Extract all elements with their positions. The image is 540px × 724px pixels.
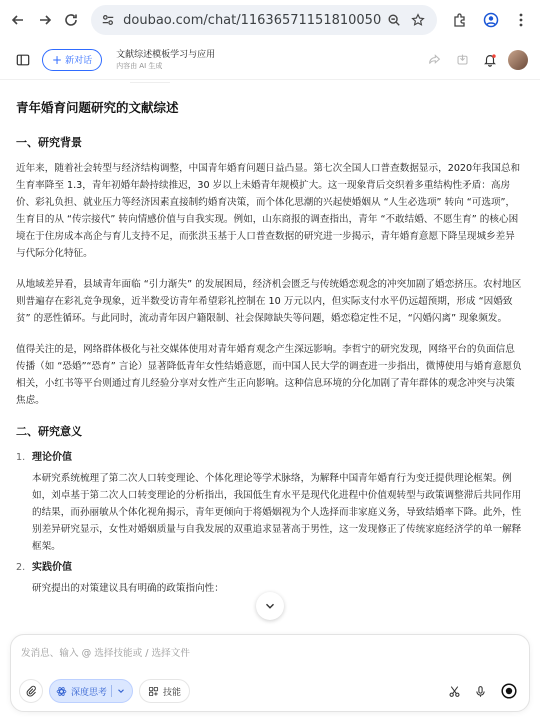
list-number: 1. xyxy=(16,452,26,463)
address-bar[interactable] xyxy=(91,5,437,35)
list-item-header xyxy=(16,559,524,576)
ai-generated-note: 内容由 AI 生成 xyxy=(116,61,163,70)
list-number: 2. xyxy=(16,562,26,573)
puzzle-icon xyxy=(452,12,468,28)
list-item-title: 实践价值 xyxy=(32,562,72,573)
new-chat-button[interactable] xyxy=(42,49,102,71)
extensions-button[interactable] xyxy=(447,6,473,34)
forward-button[interactable] xyxy=(32,7,56,33)
paragraph: 从地域差异看，县域青年面临 “引力渐失” 的发展困局，经济机会匮乏与传统婚恋观念的冲突加剧了婚恋挤压。农村地区则普遍存在彩礼竞争现象，近半数受访青年希望彩礼控制在 10 万元以内，但实际支付水平仍远超预期，形成 “因婚致贫” 的恶性循环。与此同时，流动青年因户籍限制、社会保障缺失等问题，婚恋稳定性不足，“闪婚闪离” 现象频发。 xyxy=(16,279,522,324)
paperclip-icon xyxy=(25,685,37,697)
significance-list xyxy=(16,449,524,597)
skills-button[interactable] xyxy=(139,679,190,703)
divider xyxy=(130,82,170,83)
stop-icon xyxy=(501,683,517,699)
browser-toolbar xyxy=(0,0,540,40)
scissors-button[interactable] xyxy=(443,680,465,702)
voice-input-button[interactable] xyxy=(469,680,491,702)
user-avatar[interactable] xyxy=(508,50,528,70)
document-title: 青年婚育问题研究的文献综述 xyxy=(16,100,179,115)
stop-generation-button[interactable] xyxy=(497,679,521,703)
chat-title[interactable]: 文献综述模板学习与应用 xyxy=(116,49,216,60)
share-button[interactable] xyxy=(422,48,446,72)
chat-header xyxy=(0,40,540,80)
arrow-left-icon xyxy=(10,12,26,28)
site-info-icon[interactable] xyxy=(99,11,117,29)
grid-icon xyxy=(148,686,159,697)
section-heading-background: 一、研究背景 xyxy=(16,136,82,149)
reload-button[interactable] xyxy=(59,7,83,33)
zoom-icon[interactable] xyxy=(383,9,405,31)
list-item-body: 研究提出的对策建议具有明确的政策指向性： xyxy=(32,583,224,594)
deep-think-label: 深度思考 xyxy=(71,687,108,698)
plus-icon: + xyxy=(52,52,63,67)
skills-label: 技能 xyxy=(163,687,182,698)
deep-think-toggle[interactable] xyxy=(49,679,133,703)
arrow-right-icon xyxy=(37,12,53,28)
scissors-icon xyxy=(448,685,461,698)
chat-message-area xyxy=(0,82,540,642)
chevron-down-icon xyxy=(263,599,277,613)
profile-button[interactable] xyxy=(477,6,503,34)
kebab-menu-icon xyxy=(513,12,529,28)
paragraph: 值得关注的是，网络群体极化与社交媒体使用对青年婚育观念产生深远影响。李哲宁的研究发现，网络平台的负面信息传播（如 “恐婚”“恐育” 言论）显著降低青年女性结婚意愿，而中国人民大学的调查进一步指出，微博使用与婚育意愿负相关，小红书等平台则通过育儿经验分享对女性产生正向影响。这种信息环境的分化加剧了青年群体的观念冲突与决策焦虑。 xyxy=(16,344,522,406)
toggle-sidebar-button[interactable] xyxy=(12,49,34,71)
composer-toolbar xyxy=(19,679,521,703)
section-heading-significance: 二、研究意义 xyxy=(16,425,82,438)
download-button[interactable] xyxy=(450,48,474,72)
attach-button[interactable] xyxy=(19,679,43,703)
chevron-down-icon[interactable] xyxy=(116,686,126,696)
list-item-header xyxy=(16,449,524,466)
reload-icon xyxy=(63,12,79,28)
bell-icon xyxy=(483,53,497,67)
notification-button[interactable] xyxy=(478,48,502,72)
bookmark-star-icon[interactable] xyxy=(407,9,429,31)
account-icon xyxy=(483,12,499,28)
browser-menu-button[interactable] xyxy=(508,6,534,34)
download-icon xyxy=(456,53,469,66)
message-composer[interactable] xyxy=(10,634,530,712)
back-button[interactable] xyxy=(6,7,30,33)
new-chat-label: 新对话 xyxy=(65,56,93,66)
divider xyxy=(111,685,112,697)
message-input-placeholder[interactable]: 发消息、输入 @ 选择技能或 / 选择文件 xyxy=(21,648,190,659)
sidebar-icon xyxy=(16,53,30,67)
scroll-to-bottom-button[interactable] xyxy=(256,592,284,620)
chat-title-block xyxy=(116,49,418,71)
atom-icon xyxy=(56,686,67,697)
share-icon xyxy=(428,53,441,66)
list-item-body: 本研究系统梳理了第二次人口转变理论、个体化理论等学术脉络，为解释中国青年婚育行为变迁提供理论框架。例如，刘卓基于第二次人口转变理论的分析指出，我国低生育水平是现代化进程中价值观转型与政策调整滞后共同作用的结果，而孙丽敏从个体化视角揭示，青年更倾向于将婚姻视为个人选择而非家庭义务，导致结婚率下降。此外，性别差异研究显示，女性对婚姻质量与自我发展的双重追求显著高于男性，这一发现修正了传统家庭经济学的单一解释框架。 xyxy=(32,473,522,552)
microphone-icon xyxy=(474,685,487,698)
paragraph: 近年来，随着社会转型与经济结构调整，中国青年婚育问题日益凸显。第七次全国人口普查数据显示，2020年我国总和生育率降至 1.3，青年初婚年龄持续推迟，30 岁以上未婚青年规模扩大。这一现象背后交织着多重结构性矛盾：高房价、彩礼负担、就业压力等经济因素直接制约婚育决策，而个体化思潮的兴起使婚姻从 “人生必选项” 转向 “可选项”，生育目的从 “传宗接代” 转向情感价值与自我实现。例如，山东商报的调查指出，青年 “不敢结婚、不愿生育” 的核心困境在于住房成本高企与育儿支持不足，而张洪玉基于人口普查数据的研究进一步揭示，青年婚育意愿下降呈现城乡差异与代际分化特征。 xyxy=(16,163,521,259)
list-item-title: 理论价值 xyxy=(32,452,72,463)
url-text[interactable]: doubao.com/chat/11636571151810050 xyxy=(123,12,382,28)
